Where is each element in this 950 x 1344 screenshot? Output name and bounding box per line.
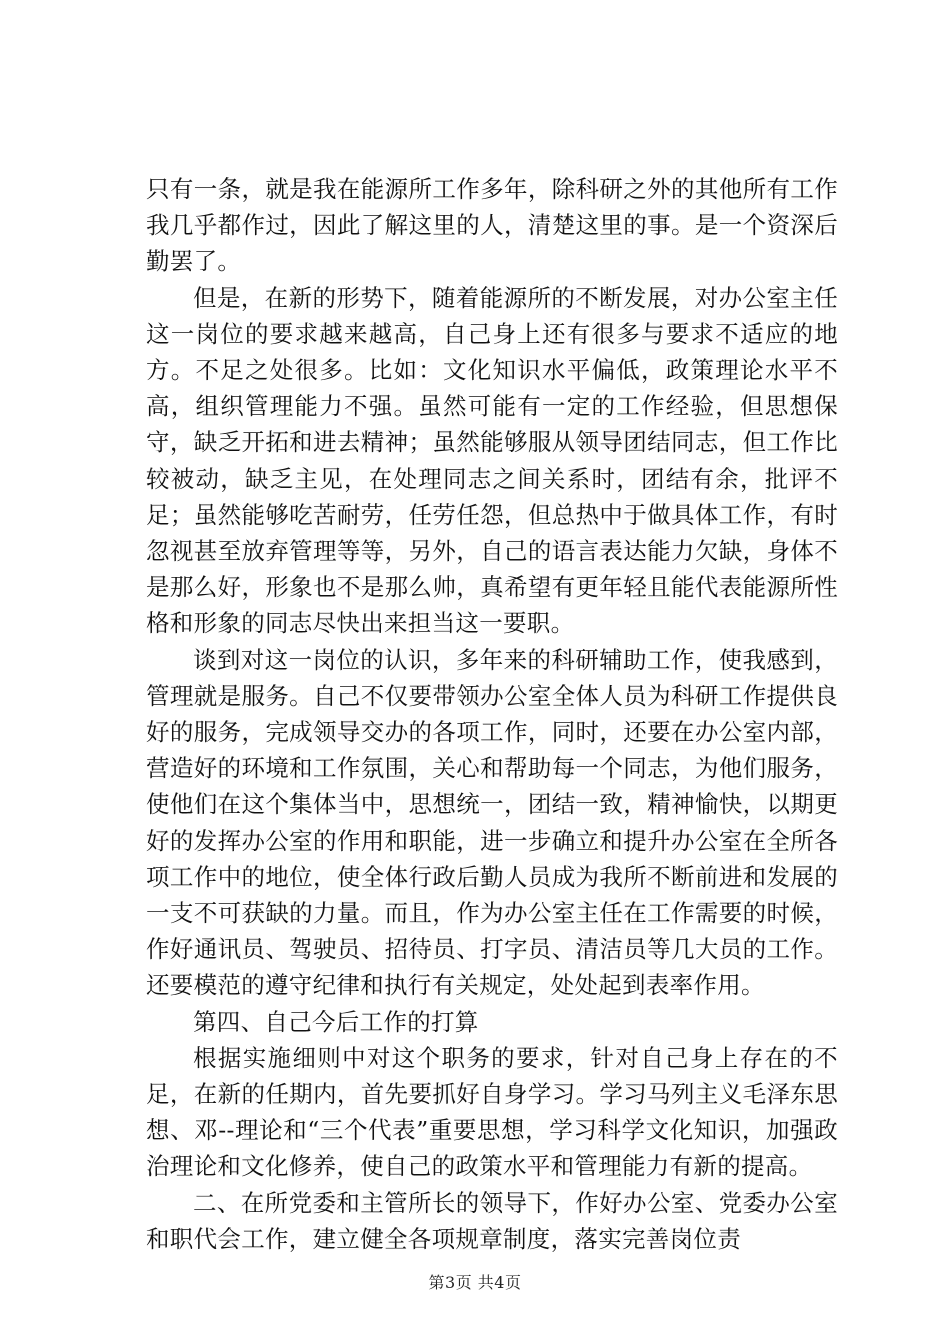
paragraph-2: 但是，在新的形势下，随着能源所的不断发展，对办公室主任这一岗位的要求越来越高，自己身上还有很多与要求不适应的地方。不足之处很多。比如：文化知识水平偏低，政策理论水平不高，组织管理能力不强。虽然可能有一定的工作经验，但思想保守，缺乏开拓和进去精神；虽然能够服从领导团结同志，但工作比较被动，缺乏主见，在处理同志之间关系时，团结有余，批评不足；虽然能够吃苦耐劳，任劳任怨，但总热中于做具体工作，有时忽视甚至放弃管理等等，另外，自己的语言表达能力欠缺，身体不是那么好，形象也不是那么帅，真希望有更年轻且能代表能源所性格和形象的同志尽快出来担当这一要职。	[146, 283, 838, 638]
paragraph-6: 二、在所党委和主管所长的领导下，作好办公室、党委办公室和职代会工作，建立健全各项规章制度，落实完善岗位责	[146, 1188, 838, 1253]
paragraph-1: 只有一条，就是我在能源所工作多年，除科研之外的其他所有工作我几乎都作过，因此了解这里的人，清楚这里的事。是一个资深后勤罢了。	[146, 175, 838, 276]
document-body	[146, 171, 838, 1257]
paragraph-3: 谈到对这一岗位的认识，多年来的科研辅助工作，使我感到，管理就是服务。自己不仅要带领办公室全体人员为科研工作提供良好的服务，完成领导交办的各项工作，同时，还要在办公室内部，营造好的环境和工作氛围，关心和帮助每一个同志，为他们服务，使他们在这个集体当中，思想统一，团结一致，精神愉快，以期更好的发挥办公室的作用和职能，进一步确立和提升办公室在全所各项工作中的地位，使全体行政后勤人员成为我所不断前进和发展的一支不可获缺的力量。而且，作为办公室主任在工作需要的时候，作好通讯员、驾驶员、招待员、打字员、清洁员等几大员的工作。还要模范的遵守纪律和执行有关规定，处处起到表率作用。	[146, 645, 838, 1000]
paragraph-5: 根据实施细则中对这个职务的要求，针对自己身上存在的不足，在新的任期内，首先要抓好自身学习。学习马列主义毛泽东思想、邓--理论和“三个代表”重要思想，学习科学文化知识，加强政治理论和文化修养，使自己的政策水平和管理能力有新的提高。	[146, 1043, 838, 1181]
page-number-footer: 第3页 共4页	[428, 1273, 522, 1292]
section-heading: 第四、自己今后工作的打算	[193, 1007, 479, 1036]
